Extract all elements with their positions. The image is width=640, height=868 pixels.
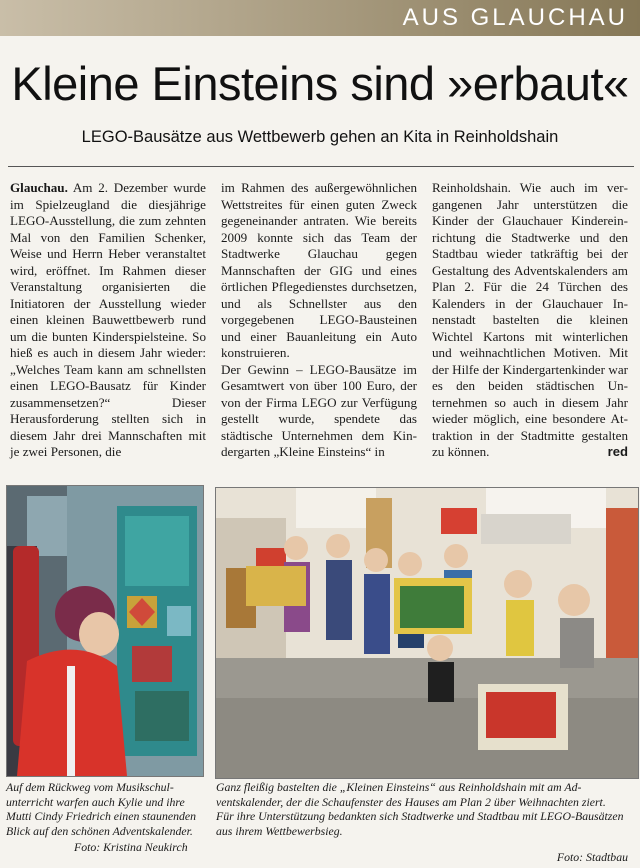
article-headline: Kleine Einsteins sind »erbaut« xyxy=(11,57,629,110)
article-column-1 xyxy=(10,180,206,461)
article-author: red xyxy=(607,444,628,459)
photo-left-caption: Auf dem Rückweg vom Musikschulunterricht warfen auch Kylie und ihre Mutti Cindy Friedrich einen staunenden Blick auf den schönen Adventskalender. xyxy=(6,780,197,838)
photo-right-caption-2: Für ihre Unterstützung bedankten sich Stadtwerke und Stadtbau mit LEGO-Bausätzen aus ihrem Wettbewerbsieg. xyxy=(216,809,624,838)
column-3-text: Reinholdshain. Wie auch im vergangenen Jahr unterstützen die Kinder der Glauchauer Kindereinrichtung die Stadtwerke und den Stadtbau wieder tatkräftig bei der Gestaltung des Adventskalenders am Plan 2. Für die 24 Türchen des Kalenders in der Glauchauer Innenstadt bastelten die kleinen Wichtel Kartons mit winterlichen und weihnachtlichen Motiven. Mit der Hilfe der Kindergartenkinder war es den beiden städtischen Unternehmen so auch in diesem Jahr wieder möglich, eine besondere Attraktion in der Stadtmitte gestalten zu können. xyxy=(432,180,628,459)
headline-divider xyxy=(8,166,634,167)
photo-kindergarten-kids-image xyxy=(216,488,638,778)
photo-right-caption-1: Ganz fleißig bastelten die „Kleinen Einsteins“ aus Reinholdshain mit am Adventskalender, der die Schaufenster des Hauses am Plan 2 über Weihnachten ziert. xyxy=(216,780,606,809)
photo-left-credit: Foto: Kristina Neukirch xyxy=(74,840,188,854)
photo-kindergarten-kids xyxy=(215,487,639,779)
photo-advent-window-image xyxy=(7,486,203,776)
article-column-3 xyxy=(432,180,628,461)
photo-right-credit: Foto: Stadtbau xyxy=(556,850,628,864)
article-column-2 xyxy=(221,180,417,461)
photo-right-caption xyxy=(216,780,636,838)
article-dateline: Glauchau. xyxy=(10,180,68,195)
section-header-band xyxy=(0,0,640,36)
article-subhead: LEGO-Bausätze aus Wettbewerb gehen an Kita in Reinholdshain xyxy=(81,128,559,146)
column-2-paragraph-1: im Rahmen des außergewöhnlichen Wettstreites für einen guten Zweck gegeneinander antraten. Wie bereits 2009 konnte sich das Team der Stadtwerke Glauchau gegen Mannschaften der GIG und eines örtlichen Pflegedienstes durchsetzen, und als Schnellster aus den vorgegebenen LEGO-Bausteinen und einer Bauanleitung ein Auto konstruieren. xyxy=(221,180,417,360)
section-label: AUS GLAUCHAU xyxy=(402,4,628,31)
column-1-text: Am 2. Dezember wurde im Spielzeugland die diesjährige LEGO-Ausstellung, die zum zehnten Mal von den Familien Schenker, Weise und Herrn Heber veranstaltet wird, eröffnet. Im Rahmen dieser Veranstaltung organisierten die Initiatoren der Ausstellung wieder einen kleinen Bauwettbewerb rund um die bunten Kinderspielsteine. So hieß es auch in diesem Jahr wieder: „Welches Team kann am schnellsten einen LEGO-Bausatz für Kinder zusammensetzen?“ Dieser Herausforderung stellten sich in diesem Jahr drei Mannschaften mit je zwei Personen, die xyxy=(10,180,206,459)
column-2-paragraph-2: Der Gewinn – LEGO-Bausätze im Gesamtwert von über 100 Euro, der von der Firma LEGO zur Verfügung gestellt wurde, spendete das städtische Unternehmen dem Kindergarten „Kleine Einsteins“ in xyxy=(221,361,417,459)
photo-advent-window xyxy=(6,485,204,777)
